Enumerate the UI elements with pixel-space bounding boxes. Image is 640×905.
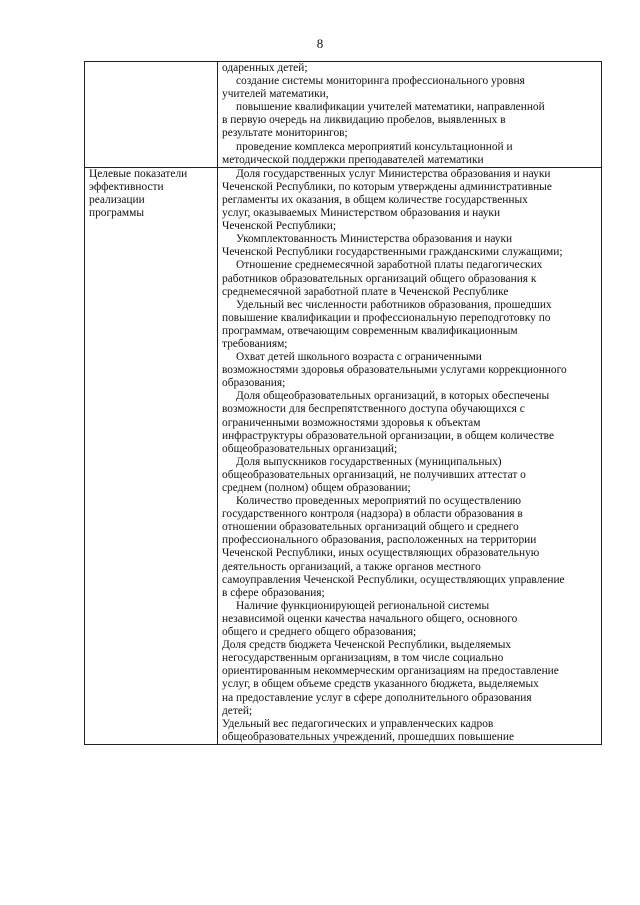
text-line: негосударственным организациям, в том числе социально — [222, 652, 504, 665]
row-label-line: эффективности — [89, 180, 164, 193]
text-line: образования; — [222, 377, 286, 390]
row-label-line: программы — [89, 207, 144, 220]
text-line: Охват детей школьного возраста с ограниченными — [236, 351, 482, 364]
text-line: ориентированным некоммерческим организациям на предоставление — [222, 665, 559, 678]
text-line: услуг, оказываемых Министерством образования и науки — [222, 207, 501, 220]
text-line: деятельность организаций, а также органов местного — [222, 560, 481, 573]
text-line: регламенты их оказания, в общем количестве государственных — [222, 193, 528, 206]
text-line: результате мониторингов; — [222, 127, 348, 140]
text-line: работников образовательных организаций общего образования к — [222, 272, 537, 285]
text-line: Чеченской Республики, иных осуществляющих образовательную — [222, 547, 540, 560]
text-line: Наличие функционирующей региональной системы — [236, 599, 490, 612]
text-line: самоуправления Чеченской Республики, осуществляющих управление — [222, 573, 565, 586]
text-line: общеобразовательных организаций, не получивших аттестат о — [222, 468, 526, 481]
text-line: Доля общеобразовательных организаций, в которых обеспечены — [236, 390, 550, 403]
target-indicators-label-cell — [85, 167, 218, 744]
text-line: создание системы мониторинга профессионального уровня — [236, 75, 525, 88]
page-number: 8 — [316, 36, 324, 51]
row-content-cell — [218, 62, 602, 168]
text-line: общеобразовательных организаций; — [222, 442, 398, 455]
text-line: Укомплектованность Министерства образования и науки — [236, 233, 513, 246]
text-line: детей; — [222, 704, 253, 717]
text-line: ограниченными возможностями здоровья к объектам — [222, 416, 481, 429]
text-line: повышение квалификации и профессиональную переподготовку по — [222, 311, 551, 324]
text-line: методической поддержки преподавателей математики — [222, 153, 484, 166]
text-line: общеобразовательных учреждений, прошедших повышение — [222, 730, 515, 743]
text-line: Доля государственных услуг Министерства образования и науки — [236, 167, 551, 180]
text-line: среднемесячной заработной плате в Чеченской Республике — [222, 285, 509, 298]
text-line: повышение квалификации учителей математики, направленной — [236, 101, 545, 114]
text-line: возможностями здоровья образовательными услугами коррекционного — [222, 364, 567, 377]
table-row — [85, 167, 602, 744]
text-line: независимой оценки качества начального общего, основного — [222, 612, 518, 625]
table-row — [85, 62, 602, 168]
text-line: в сфере образования; — [222, 586, 325, 599]
text-line: Чеченской Республики; — [222, 220, 337, 233]
text-line: Отношение среднемесячной заработной платы педагогических — [236, 259, 543, 272]
text-line: Чеченской Республики, по которым утверждены административные — [222, 180, 552, 193]
text-line: одаренных детей; — [222, 62, 308, 74]
text-line: учителей математики, — [222, 88, 329, 101]
row-label-cell — [85, 62, 218, 168]
text-line: возможности для беспрепятственного доступа обучающихся с — [222, 403, 525, 416]
text-line: на предоставление услуг в сфере дополнительного образования — [222, 691, 532, 704]
text-line: общего и среднего общего образования; — [222, 626, 417, 639]
text-line: требованиям; — [222, 337, 288, 350]
text-line: Доля выпускников государственных (муниципальных) — [236, 455, 502, 468]
text-line: отношении образовательных организаций общего и среднего — [222, 521, 519, 534]
row-label-line: реализации — [89, 193, 145, 206]
text-line: Количество проведенных мероприятий по осуществлению — [236, 495, 522, 508]
text-line: услуг, в общем объеме средств указанного бюджета, выделяемых — [222, 678, 539, 691]
row-label-line: Целевые показатели — [89, 167, 188, 180]
text-line: Удельный вес педагогических и управленческих кадров — [222, 717, 494, 730]
text-line: инфраструктуры образовательной организации, в общем количестве — [222, 429, 555, 442]
text-line: Доля средств бюджета Чеченской Республики, выделяемых — [222, 639, 512, 652]
target-indicators-content-cell — [218, 167, 602, 744]
text-line: профессионального образования, расположенных на территории — [222, 534, 537, 547]
text-line: программам, отвечающим современным квалификационным — [222, 324, 518, 337]
text-line: государственного контроля (надзора) в области образования в — [222, 508, 523, 521]
text-line: среднем (полном) общем образовании; — [222, 482, 411, 494]
program-passport-table — [84, 61, 602, 745]
text-line: в первую очередь на ликвидацию пробелов, выявленных в — [222, 114, 506, 127]
text-line: проведение комплекса мероприятий консультационной и — [236, 140, 513, 153]
text-line: Чеченской Республики государственными гражданскими служащими; — [222, 246, 563, 259]
text-line: Удельный вес численности работников образования, прошедших — [236, 298, 552, 311]
